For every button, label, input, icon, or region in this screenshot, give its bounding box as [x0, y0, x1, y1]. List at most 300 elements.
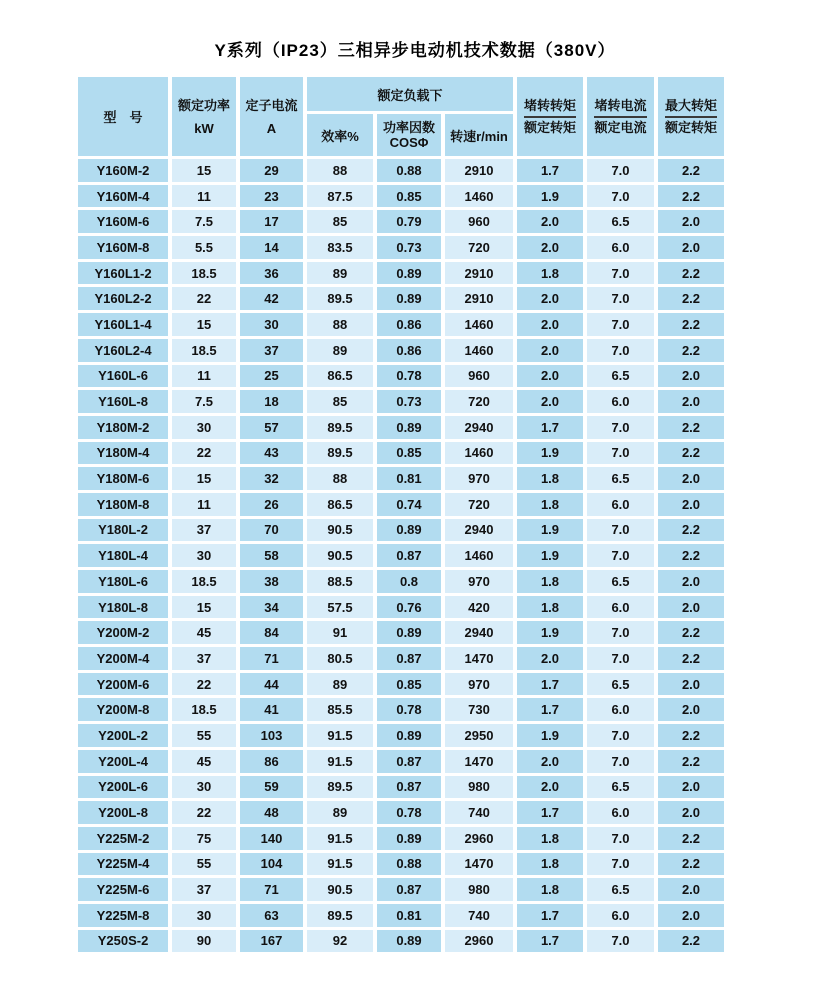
value-cell: 2.0: [658, 596, 724, 619]
value-cell: 6.5: [587, 210, 654, 233]
value-cell: 85.5: [307, 698, 373, 721]
header-speed-label: 转速r/min: [450, 128, 508, 144]
value-cell: 1.9: [517, 621, 583, 644]
value-cell: 86: [240, 750, 303, 773]
value-cell: 1.7: [517, 159, 583, 182]
value-cell: 88: [307, 313, 373, 336]
value-cell: 92: [307, 930, 373, 953]
value-cell: 11: [172, 493, 236, 516]
value-cell: 0.85: [377, 185, 441, 208]
value-cell: 6.0: [587, 698, 654, 721]
model-cell: Y200M-4: [78, 647, 168, 670]
value-cell: 15: [172, 313, 236, 336]
value-cell: 15: [172, 467, 236, 490]
value-cell: 7.0: [587, 621, 654, 644]
value-cell: 7.0: [587, 750, 654, 773]
value-cell: 37: [172, 878, 236, 901]
model-cell: Y225M-6: [78, 878, 168, 901]
value-cell: 23: [240, 185, 303, 208]
value-cell: 7.0: [587, 930, 654, 953]
model-cell: Y200L-6: [78, 776, 168, 799]
value-cell: 2.0: [658, 467, 724, 490]
value-cell: 2.2: [658, 313, 724, 336]
value-cell: 7.0: [587, 442, 654, 465]
table-row: [78, 185, 724, 208]
value-cell: 18.5: [172, 698, 236, 721]
header-efficiency: [307, 114, 373, 156]
value-cell: 18.5: [172, 339, 236, 362]
value-cell: 2.2: [658, 724, 724, 747]
value-cell: 0.88: [377, 853, 441, 876]
table-row: [78, 878, 724, 901]
value-cell: 90.5: [307, 878, 373, 901]
value-cell: 2.2: [658, 339, 724, 362]
value-cell: 2.2: [658, 930, 724, 953]
value-cell: 1460: [445, 313, 513, 336]
table-row: [78, 853, 724, 876]
value-cell: 41: [240, 698, 303, 721]
value-cell: 18.5: [172, 570, 236, 593]
value-cell: 2.2: [658, 647, 724, 670]
header-rated-power-line1: 额定功率: [177, 97, 230, 113]
value-cell: 2.2: [658, 519, 724, 542]
value-cell: 15: [172, 159, 236, 182]
value-cell: 960: [445, 210, 513, 233]
locked-torque-fraction: [524, 98, 576, 136]
table-row: [78, 287, 724, 310]
table-row: [78, 313, 724, 336]
value-cell: 2.0: [517, 776, 583, 799]
value-cell: 55: [172, 853, 236, 876]
value-cell: 6.0: [587, 493, 654, 516]
locked-current-numerator: 堵转电流: [594, 98, 646, 118]
locked-torque-denominator: 额定转矩: [523, 119, 576, 135]
value-cell: 22: [172, 287, 236, 310]
value-cell: 140: [240, 827, 303, 850]
value-cell: 720: [445, 236, 513, 259]
table-row: [78, 776, 724, 799]
header-stator-current-unit: A: [266, 120, 277, 136]
value-cell: 2950: [445, 724, 513, 747]
value-cell: 0.73: [377, 390, 441, 413]
value-cell: 71: [240, 878, 303, 901]
value-cell: 2.2: [658, 185, 724, 208]
model-cell: Y160M-2: [78, 159, 168, 182]
model-cell: Y160L-6: [78, 365, 168, 388]
value-cell: 6.5: [587, 776, 654, 799]
value-cell: 2910: [445, 262, 513, 285]
value-cell: 2910: [445, 287, 513, 310]
value-cell: 0.89: [377, 621, 441, 644]
model-cell: Y200M-8: [78, 698, 168, 721]
value-cell: 2.2: [658, 853, 724, 876]
value-cell: 970: [445, 570, 513, 593]
value-cell: 7.0: [587, 724, 654, 747]
header-locked-torque-ratio: [517, 77, 583, 156]
value-cell: 0.86: [377, 313, 441, 336]
model-cell: Y180L-2: [78, 519, 168, 542]
value-cell: 0.85: [377, 673, 441, 696]
value-cell: 91.5: [307, 724, 373, 747]
value-cell: 0.8: [377, 570, 441, 593]
table-body: [78, 159, 724, 952]
value-cell: 30: [172, 776, 236, 799]
value-cell: 0.81: [377, 467, 441, 490]
value-cell: 45: [172, 621, 236, 644]
value-cell: 86.5: [307, 365, 373, 388]
value-cell: 2.2: [658, 442, 724, 465]
value-cell: 63: [240, 904, 303, 927]
value-cell: 59: [240, 776, 303, 799]
table-header: [78, 77, 724, 156]
value-cell: 57.5: [307, 596, 373, 619]
value-cell: 7.5: [172, 210, 236, 233]
value-cell: 2.2: [658, 544, 724, 567]
value-cell: 1.8: [517, 493, 583, 516]
table-row: [78, 673, 724, 696]
value-cell: 45: [172, 750, 236, 773]
value-cell: 7.0: [587, 647, 654, 670]
value-cell: 6.5: [587, 673, 654, 696]
table-row: [78, 544, 724, 567]
value-cell: 2.0: [658, 210, 724, 233]
value-cell: 90: [172, 930, 236, 953]
model-cell: Y250S-2: [78, 930, 168, 953]
value-cell: 80.5: [307, 647, 373, 670]
value-cell: 7.0: [587, 313, 654, 336]
value-cell: 18: [240, 390, 303, 413]
value-cell: 0.76: [377, 596, 441, 619]
value-cell: 89: [307, 262, 373, 285]
value-cell: 22: [172, 801, 236, 824]
model-cell: Y180L-4: [78, 544, 168, 567]
value-cell: 43: [240, 442, 303, 465]
table-row: [78, 698, 724, 721]
table-row: [78, 467, 724, 490]
value-cell: 1.8: [517, 570, 583, 593]
value-cell: 1.8: [517, 878, 583, 901]
value-cell: 2.0: [517, 365, 583, 388]
value-cell: 6.0: [587, 801, 654, 824]
value-cell: 2.2: [658, 287, 724, 310]
value-cell: 1.7: [517, 801, 583, 824]
table-row: [78, 159, 724, 182]
header-stator-current-line1: 定子电流: [245, 97, 298, 113]
value-cell: 86.5: [307, 493, 373, 516]
value-cell: 7.0: [587, 544, 654, 567]
value-cell: 85: [307, 210, 373, 233]
value-cell: 1460: [445, 185, 513, 208]
value-cell: 7.0: [587, 185, 654, 208]
value-cell: 88: [307, 467, 373, 490]
value-cell: 2910: [445, 159, 513, 182]
value-cell: 90.5: [307, 519, 373, 542]
table-row: [78, 647, 724, 670]
value-cell: 1.8: [517, 596, 583, 619]
value-cell: 30: [172, 416, 236, 439]
value-cell: 420: [445, 596, 513, 619]
value-cell: 6.0: [587, 904, 654, 927]
value-cell: 2.2: [658, 262, 724, 285]
value-cell: 42: [240, 287, 303, 310]
value-cell: 6.5: [587, 570, 654, 593]
model-cell: Y180L-8: [78, 596, 168, 619]
value-cell: 2.0: [658, 365, 724, 388]
value-cell: 2.0: [517, 339, 583, 362]
value-cell: 89.5: [307, 904, 373, 927]
value-cell: 740: [445, 904, 513, 927]
value-cell: 5.5: [172, 236, 236, 259]
value-cell: 980: [445, 776, 513, 799]
table-row: [78, 519, 724, 542]
table-row: [78, 236, 724, 259]
value-cell: 2.0: [658, 878, 724, 901]
value-cell: 1.9: [517, 442, 583, 465]
header-stator-current: [240, 77, 303, 156]
value-cell: 57: [240, 416, 303, 439]
value-cell: 89: [307, 339, 373, 362]
value-cell: 0.73: [377, 236, 441, 259]
table-row: [78, 801, 724, 824]
value-cell: 7.0: [587, 339, 654, 362]
value-cell: 88: [307, 159, 373, 182]
value-cell: 1460: [445, 544, 513, 567]
locked-torque-numerator: 堵转转矩: [524, 98, 576, 118]
value-cell: 2940: [445, 416, 513, 439]
value-cell: 6.0: [587, 236, 654, 259]
value-cell: 89.5: [307, 442, 373, 465]
locked-current-fraction: [594, 98, 646, 136]
value-cell: 85: [307, 390, 373, 413]
value-cell: 970: [445, 673, 513, 696]
value-cell: 2.2: [658, 416, 724, 439]
value-cell: 0.89: [377, 519, 441, 542]
value-cell: 1470: [445, 647, 513, 670]
page-title: Y系列（IP23）三相异步电动机技术数据（380V）: [214, 41, 616, 60]
value-cell: 18.5: [172, 262, 236, 285]
max-torque-denominator: 额定转矩: [664, 119, 717, 135]
value-cell: 2.0: [517, 210, 583, 233]
max-torque-fraction: [665, 98, 717, 136]
value-cell: 6.5: [587, 878, 654, 901]
model-cell: Y180L-6: [78, 570, 168, 593]
table-row: [78, 621, 724, 644]
value-cell: 0.89: [377, 930, 441, 953]
value-cell: 2.2: [658, 159, 724, 182]
table-row: [78, 596, 724, 619]
value-cell: 0.87: [377, 776, 441, 799]
value-cell: 37: [172, 647, 236, 670]
value-cell: 2.2: [658, 827, 724, 850]
value-cell: 1.9: [517, 185, 583, 208]
motor-spec-table: [74, 74, 728, 955]
value-cell: 1.9: [517, 724, 583, 747]
value-cell: 17: [240, 210, 303, 233]
header-efficiency-label: 效率%: [321, 128, 359, 144]
value-cell: 1460: [445, 442, 513, 465]
table-row: [78, 416, 724, 439]
locked-current-denominator: 额定电流: [594, 119, 647, 135]
value-cell: 29: [240, 159, 303, 182]
value-cell: 6.5: [587, 365, 654, 388]
model-cell: Y200L-8: [78, 801, 168, 824]
value-cell: 1.9: [517, 519, 583, 542]
model-cell: Y160M-6: [78, 210, 168, 233]
value-cell: 103: [240, 724, 303, 747]
header-power-factor-line2: COSΦ: [389, 135, 429, 150]
value-cell: 2.0: [658, 236, 724, 259]
model-cell: Y200M-6: [78, 673, 168, 696]
value-cell: 1.8: [517, 853, 583, 876]
value-cell: 0.81: [377, 904, 441, 927]
value-cell: 1.7: [517, 698, 583, 721]
value-cell: 2.0: [658, 493, 724, 516]
value-cell: 91: [307, 621, 373, 644]
value-cell: 22: [172, 673, 236, 696]
value-cell: 91.5: [307, 853, 373, 876]
value-cell: 980: [445, 878, 513, 901]
value-cell: 0.87: [377, 878, 441, 901]
value-cell: 14: [240, 236, 303, 259]
value-cell: 0.87: [377, 544, 441, 567]
value-cell: 0.85: [377, 442, 441, 465]
value-cell: 970: [445, 467, 513, 490]
value-cell: 0.89: [377, 262, 441, 285]
value-cell: 30: [172, 904, 236, 927]
model-cell: Y200L-4: [78, 750, 168, 773]
model-cell: Y200L-2: [78, 724, 168, 747]
value-cell: 15: [172, 596, 236, 619]
value-cell: 720: [445, 493, 513, 516]
table-row: [78, 930, 724, 953]
value-cell: 58: [240, 544, 303, 567]
value-cell: 2.0: [517, 647, 583, 670]
value-cell: 36: [240, 262, 303, 285]
value-cell: 7.0: [587, 287, 654, 310]
header-locked-current-ratio: [587, 77, 654, 156]
table-row: [78, 570, 724, 593]
value-cell: 84: [240, 621, 303, 644]
value-cell: 25: [240, 365, 303, 388]
value-cell: 0.86: [377, 339, 441, 362]
value-cell: 960: [445, 365, 513, 388]
header-max-torque-ratio: [658, 77, 724, 156]
model-cell: Y180M-8: [78, 493, 168, 516]
value-cell: 2.0: [658, 801, 724, 824]
value-cell: 2.2: [658, 621, 724, 644]
header-rated-power: [172, 77, 236, 156]
model-cell: Y180M-6: [78, 467, 168, 490]
value-cell: 89: [307, 673, 373, 696]
value-cell: 2940: [445, 621, 513, 644]
value-cell: 70: [240, 519, 303, 542]
table-row: [78, 365, 724, 388]
value-cell: 2.0: [517, 390, 583, 413]
value-cell: 2.0: [658, 673, 724, 696]
value-cell: 0.78: [377, 698, 441, 721]
value-cell: 2.0: [658, 776, 724, 799]
value-cell: 6.0: [587, 390, 654, 413]
value-cell: 730: [445, 698, 513, 721]
header-speed: [445, 114, 513, 156]
value-cell: 1.9: [517, 544, 583, 567]
value-cell: 32: [240, 467, 303, 490]
value-cell: 7.0: [587, 827, 654, 850]
header-power-factor: [377, 114, 441, 156]
value-cell: 0.79: [377, 210, 441, 233]
header-rated-load-group: [307, 77, 513, 111]
value-cell: 91.5: [307, 827, 373, 850]
value-cell: 0.87: [377, 647, 441, 670]
table-row: [78, 339, 724, 362]
value-cell: 37: [240, 339, 303, 362]
value-cell: 89.5: [307, 776, 373, 799]
model-cell: Y200M-2: [78, 621, 168, 644]
value-cell: 1.7: [517, 673, 583, 696]
value-cell: 1470: [445, 750, 513, 773]
value-cell: 0.89: [377, 724, 441, 747]
value-cell: 22: [172, 442, 236, 465]
value-cell: 167: [240, 930, 303, 953]
model-cell: Y160L2-2: [78, 287, 168, 310]
value-cell: 34: [240, 596, 303, 619]
model-cell: Y160M-8: [78, 236, 168, 259]
value-cell: 38: [240, 570, 303, 593]
value-cell: 11: [172, 365, 236, 388]
value-cell: 6.5: [587, 467, 654, 490]
value-cell: 720: [445, 390, 513, 413]
model-cell: Y160M-4: [78, 185, 168, 208]
value-cell: 0.78: [377, 801, 441, 824]
value-cell: 6.0: [587, 596, 654, 619]
value-cell: 2940: [445, 519, 513, 542]
value-cell: 30: [172, 544, 236, 567]
value-cell: 48: [240, 801, 303, 824]
model-cell: Y225M-2: [78, 827, 168, 850]
table-row: [78, 390, 724, 413]
value-cell: 26: [240, 493, 303, 516]
value-cell: 1470: [445, 853, 513, 876]
value-cell: 71: [240, 647, 303, 670]
model-cell: Y160L1-4: [78, 313, 168, 336]
value-cell: 7.0: [587, 853, 654, 876]
value-cell: 83.5: [307, 236, 373, 259]
value-cell: 89.5: [307, 416, 373, 439]
value-cell: 87.5: [307, 185, 373, 208]
value-cell: 91.5: [307, 750, 373, 773]
value-cell: 0.78: [377, 365, 441, 388]
value-cell: 2.2: [658, 750, 724, 773]
value-cell: 7.5: [172, 390, 236, 413]
value-cell: 0.89: [377, 827, 441, 850]
table-row: [78, 904, 724, 927]
value-cell: 1.7: [517, 416, 583, 439]
value-cell: 89: [307, 801, 373, 824]
value-cell: 2.0: [517, 287, 583, 310]
table-row: [78, 827, 724, 850]
table-row: [78, 262, 724, 285]
value-cell: 1.8: [517, 467, 583, 490]
value-cell: 1460: [445, 339, 513, 362]
model-cell: Y180M-2: [78, 416, 168, 439]
value-cell: 0.74: [377, 493, 441, 516]
table-row: [78, 210, 724, 233]
value-cell: 0.88: [377, 159, 441, 182]
value-cell: 90.5: [307, 544, 373, 567]
value-cell: 11: [172, 185, 236, 208]
model-cell: Y160L1-2: [78, 262, 168, 285]
value-cell: 104: [240, 853, 303, 876]
